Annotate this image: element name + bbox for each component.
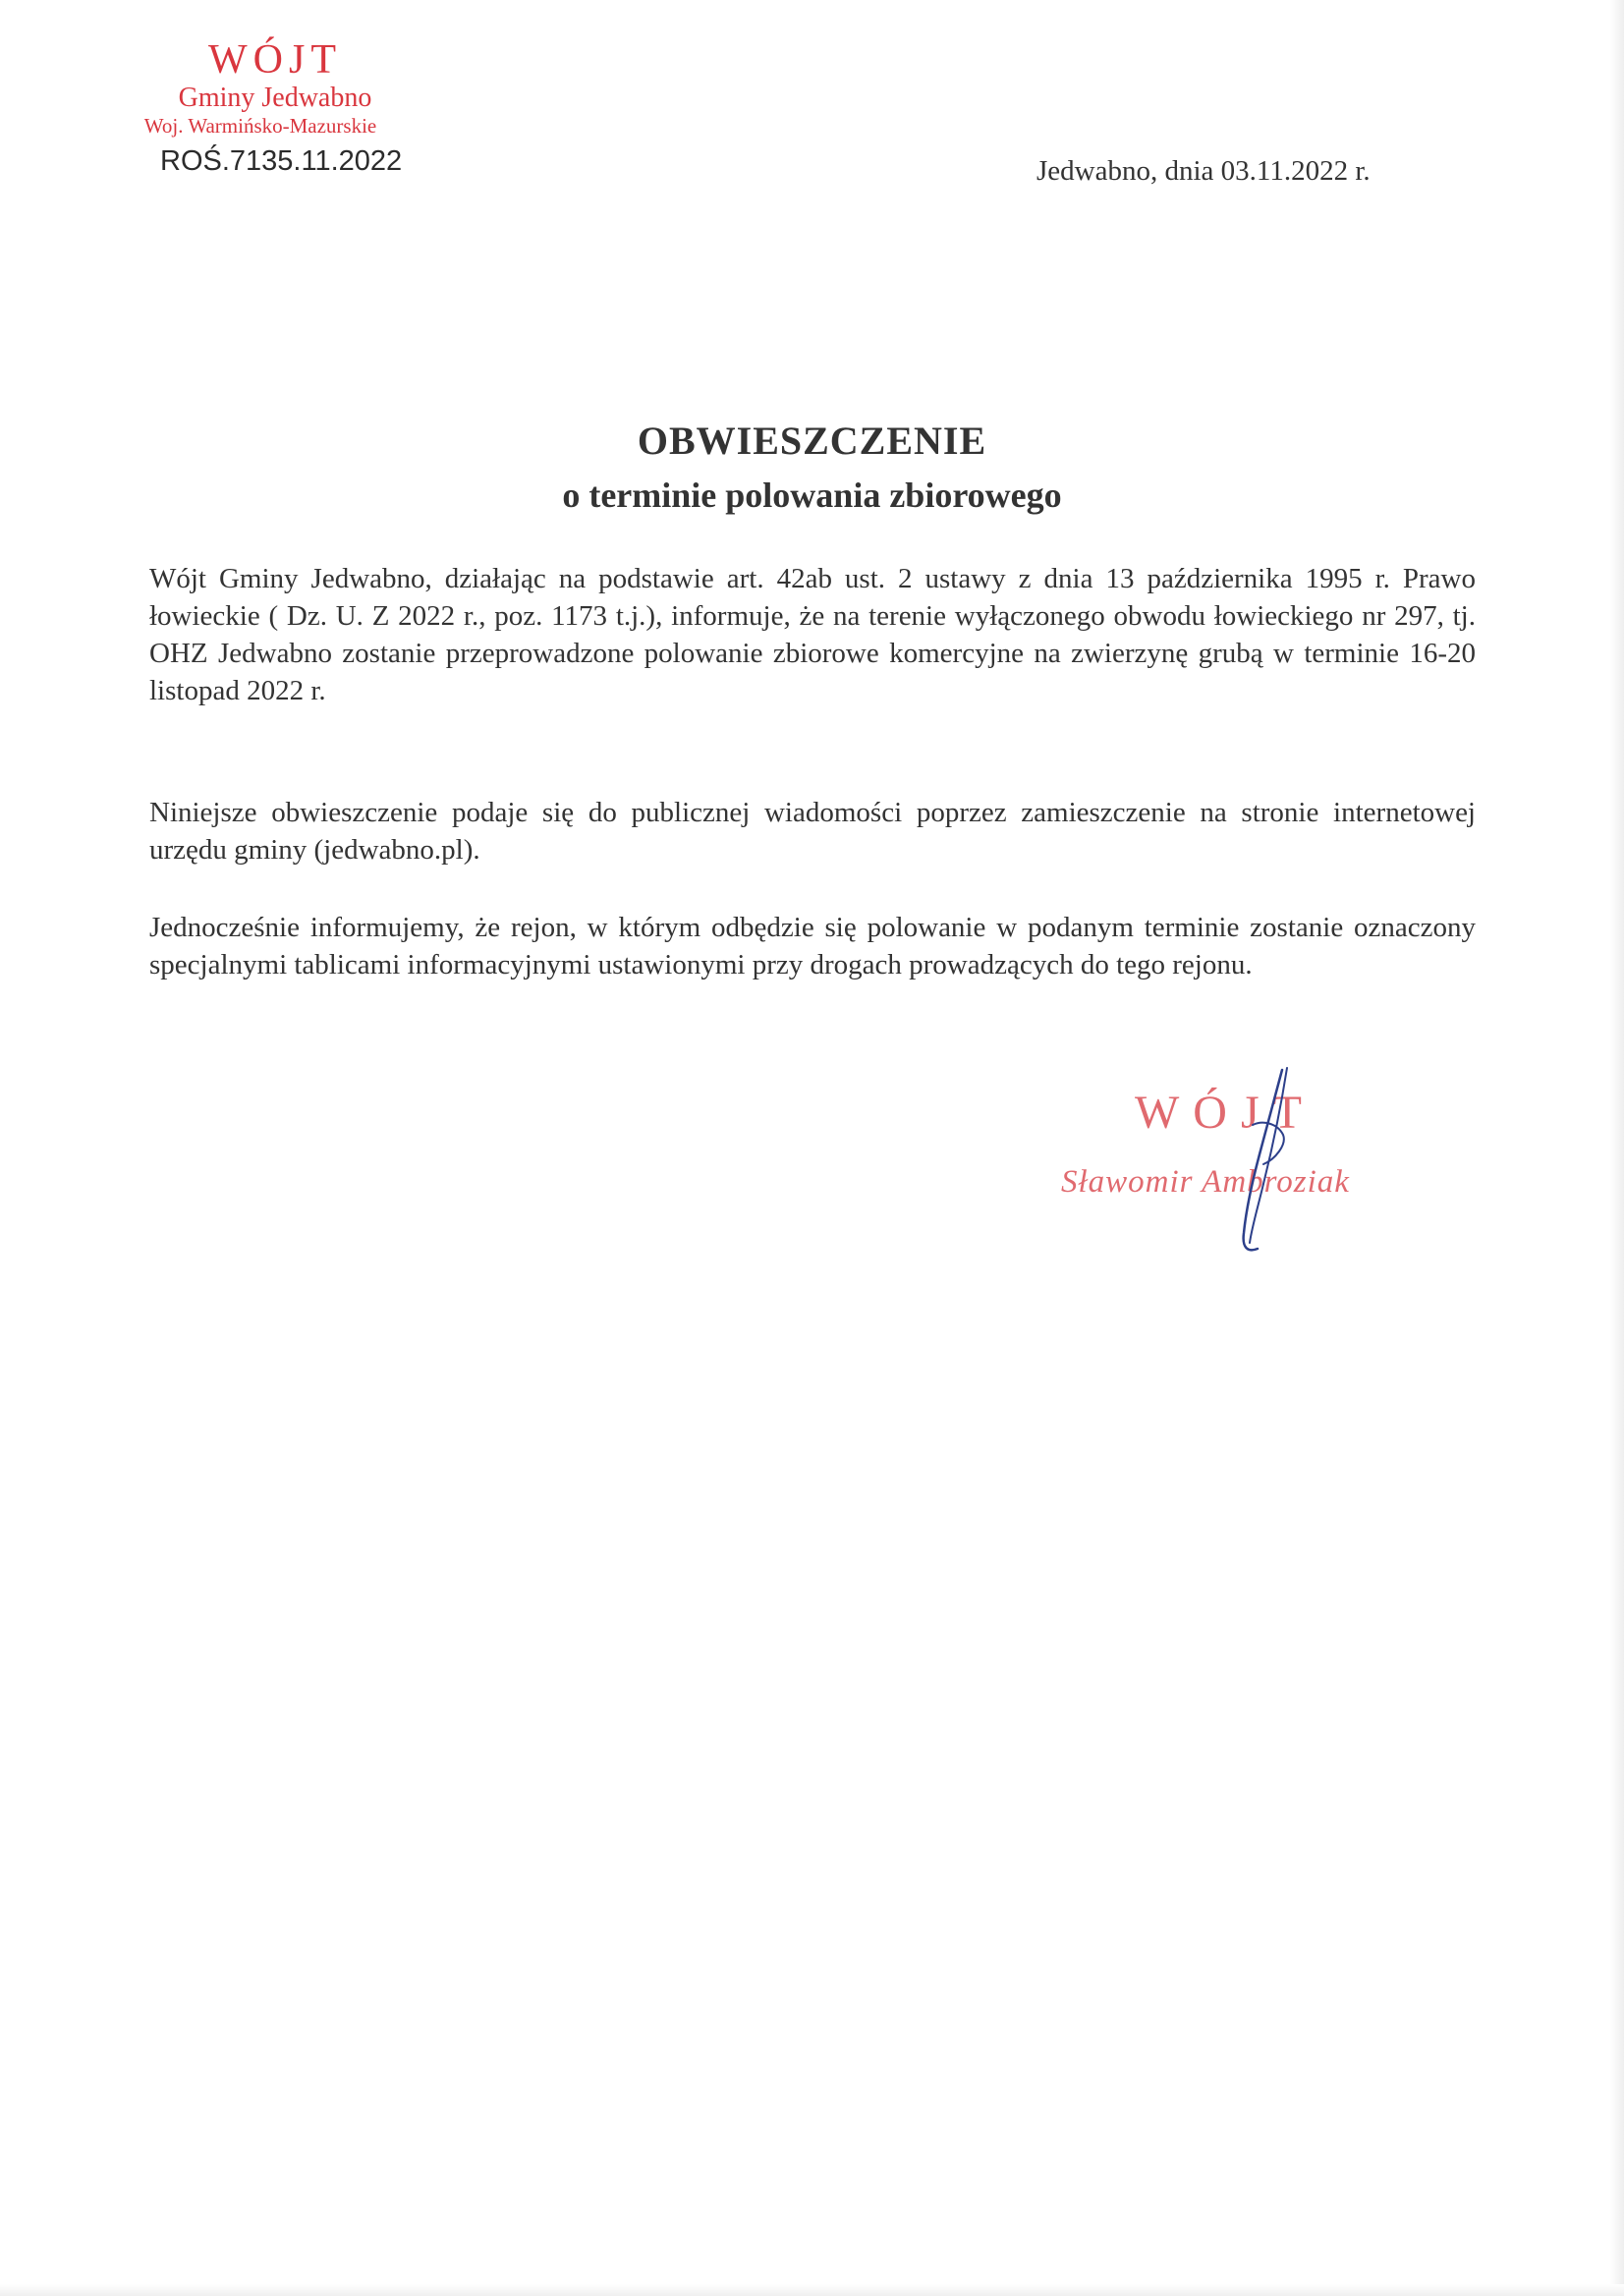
paragraph-area-marking: Jednocześnie informujemy, że rejon, w którym odbędzie się polowanie w podanym terminie zostanie oznaczony specjalnymi tablicami informacyjnymi ustawionymi przy drogach prowadzących do tego rejonu. xyxy=(149,912,1476,980)
document-date: Jedwabno, dnia 03.11.2022 r. xyxy=(1036,155,1371,187)
document-subtitle: o terminie polowania zbiorowego xyxy=(562,476,1062,515)
stamp-title: WÓJT xyxy=(208,37,342,83)
paragraph-legal-basis: Wójt Gminy Jedwabno, działając na podstawie art. 42ab ust. 2 ustawy z dnia 13 października 1995 r. Prawo łowieckie ( Dz. U. Z 2022 r., poz. 1173 t.j.), informuje, że na terenie wyłączonego obwodu łowieckiego nr 297, tj. OHZ Jedwabno zostanie przeprowadzone polowanie zbiorowe komercyjne na zwierzynę grubą w terminie 16-20 listopad 2022 r. xyxy=(149,563,1476,706)
stamp-municipality: Gminy Jedwabno xyxy=(178,83,372,113)
signature-stamp xyxy=(1041,1066,1434,1262)
stamp-voivodeship: Woj. Warmińsko-Mazurskie xyxy=(143,114,377,138)
scan-edge-bottom xyxy=(0,2284,1624,2296)
scan-edge-right xyxy=(1610,0,1624,2296)
office-stamp xyxy=(98,39,422,137)
signature-stamp-name: Sławomir Ambroziak xyxy=(1061,1164,1350,1200)
signature-stamp-title: WÓJT xyxy=(1135,1087,1316,1139)
document-title: OBWIESZCZENIE xyxy=(637,419,987,463)
handwritten-signature xyxy=(1041,1066,1434,1262)
paragraph-publication: Niniejsze obwieszczenie podaje się do publicznej wiadomości poprzez zamieszczenie na stronie internetowej urzędu gminy (jedwabno.pl). xyxy=(149,797,1476,866)
reference-number: ROŚ.7135.11.2022 xyxy=(160,145,403,177)
